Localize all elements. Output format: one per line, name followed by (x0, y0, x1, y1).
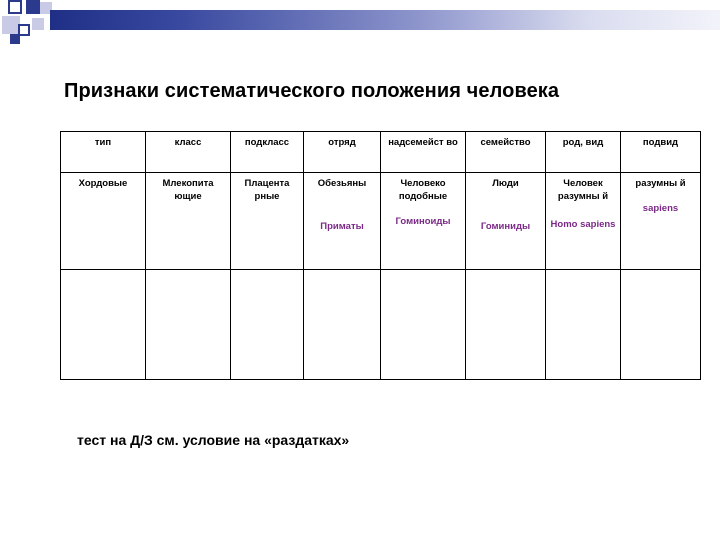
table-cell (381, 270, 466, 380)
cell-text: разумны й (635, 178, 686, 189)
cell-text: Человек разумны й (557, 178, 609, 202)
header-cell: класс (146, 132, 231, 173)
table-row (61, 173, 701, 270)
square-icon (26, 0, 40, 14)
cell-subtext: Homo sapiens (550, 219, 616, 230)
cell-text: Млекопита ющие (162, 178, 214, 202)
header-cell: тип (61, 132, 146, 173)
table-row-empty (61, 270, 701, 380)
table-cell (621, 173, 701, 270)
cell-subtext: Приматы (320, 221, 364, 232)
header-cell: подвид (621, 132, 701, 173)
table-cell (621, 270, 701, 380)
cell-subtext: Гоминоиды (395, 216, 451, 227)
table-header-row (61, 132, 701, 173)
table-cell (381, 173, 466, 270)
taxonomy-table (60, 131, 701, 380)
cell-subtext: Гоминиды (480, 221, 531, 232)
table-cell (231, 270, 304, 380)
cell-text: Хордовые (78, 178, 128, 189)
header-cell: отряд (304, 132, 381, 173)
table-cell (231, 173, 304, 270)
table-cell (466, 270, 546, 380)
cell-text: Человеко подобные (398, 178, 448, 202)
table-cell (304, 173, 381, 270)
cell-subtext: sapiens (642, 203, 679, 214)
header-cell: подкласс (231, 132, 304, 173)
table-cell (146, 173, 231, 270)
table-cell (61, 173, 146, 270)
cell-text: Обезьяны (317, 178, 367, 189)
homework-note: тест на Д/З см. условие на «раздатках» (77, 432, 350, 448)
square-icon (8, 0, 22, 14)
table-cell (61, 270, 146, 380)
table-cell (546, 270, 621, 380)
header-cell: семейство (466, 132, 546, 173)
header-cell: надсемейст во (381, 132, 466, 173)
header-gradient-bar (50, 10, 720, 30)
table-cell (466, 173, 546, 270)
square-icon (32, 18, 44, 30)
table-cell (146, 270, 231, 380)
header-cell: род, вид (546, 132, 621, 173)
square-icon (10, 34, 20, 44)
table-cell (304, 270, 381, 380)
cell-text: Плацента рные (244, 178, 290, 202)
slide-title: Признаки систематического положения человека (64, 80, 560, 102)
cell-text: Люди (492, 178, 519, 189)
table-cell (546, 173, 621, 270)
